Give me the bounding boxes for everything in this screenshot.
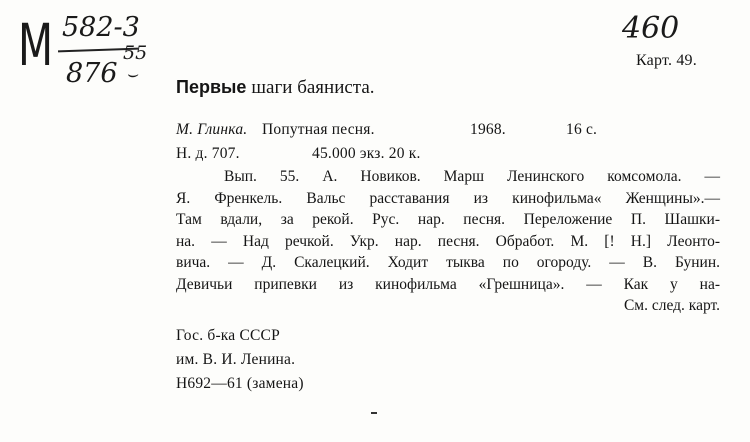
title-bold: Первые	[176, 77, 247, 97]
punch-mark	[371, 412, 377, 414]
library-line-3: Н692—61 (замена)	[176, 375, 304, 392]
entry-work: Попутная песня.	[262, 121, 375, 138]
contents-line: Там вдали, за рекой. Рус. нар. песня. Переложение П. Шашки-	[176, 211, 720, 228]
title	[176, 77, 375, 99]
see-next-card: См. след. карт.	[623, 297, 720, 314]
shelfmark-tick: ⌣	[126, 64, 138, 85]
contents	[176, 166, 720, 317]
entry-pub-no: Н. д. 707.	[176, 145, 240, 162]
contents-line: на. — Над речкой. Укр. нар. песня. Обработ. М. [! Н.] Леонто-	[176, 232, 720, 250]
title-rest: шаги баяниста.	[251, 77, 375, 98]
shelfmark-bottom: 876	[66, 58, 118, 89]
contents-line: вича. — Д. Скалецкий. Ходит тыква по огороду. — В. Бунин.	[176, 254, 720, 271]
contents-line: Вып. 55. А. Новиков. Марш Ленинского комсомола. —	[224, 168, 720, 185]
library-line-1: Гос. б-ка СССР	[176, 327, 280, 344]
entry-year: 1968.	[470, 121, 506, 138]
contents-line: Я. Френкель. Вальс расставания из кинофильма« Женщины».—	[176, 189, 720, 207]
handwritten-number: 460	[622, 11, 680, 46]
card-number: Карт. 49.	[636, 52, 697, 69]
entry-pages: 16 с.	[566, 121, 598, 138]
shelfmark-top: 582-3	[62, 12, 140, 43]
shelfmark-letter: М	[18, 11, 54, 79]
entry-author: М. Глинка.	[176, 121, 248, 138]
library-line-2: им. В. И. Ленина.	[176, 351, 296, 368]
entry-print-run: 45.000 экз. 20 к.	[312, 145, 421, 162]
shelfmark-sup: 55	[123, 42, 148, 64]
contents-line: Девичьи припевки из кинофильма «Грешница». — Как у на-	[176, 275, 720, 293]
